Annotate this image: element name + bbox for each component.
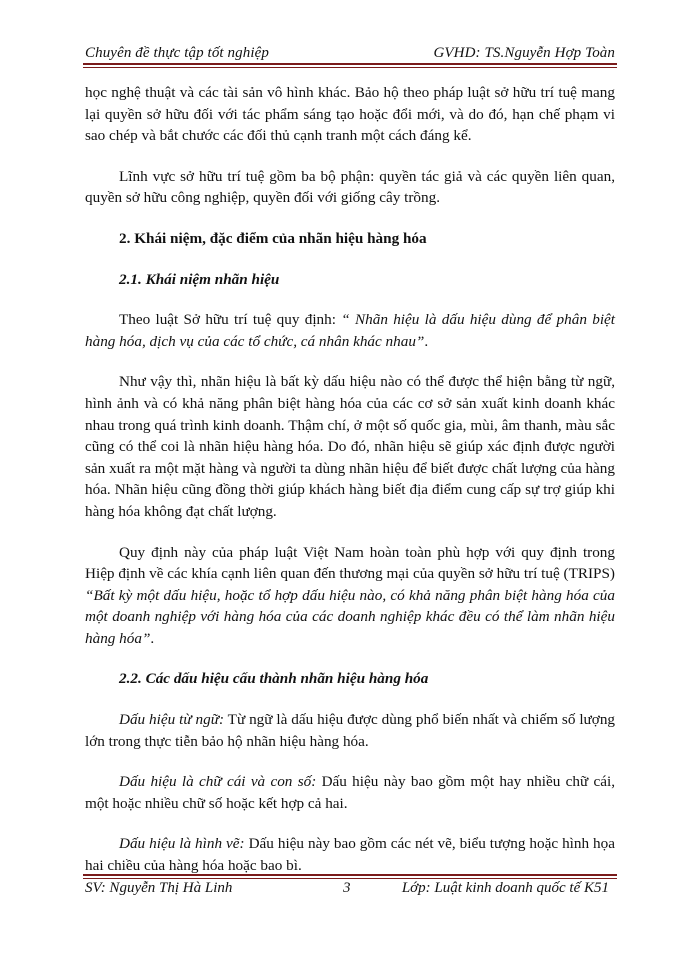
p5-lead: Quy định này của pháp luật Việt Nam hoàn toàn phù hợp với quy định trong Hiệp định về các khía cạnh liên quan đến thương mại của quyền sở hữu trí tuệ (TRIPS) — [85, 543, 615, 583]
section-heading-2: 2. Khái niệm, đặc điểm của nhãn hiệu hàng hóa — [119, 229, 427, 247]
page-body — [85, 82, 615, 896]
p3-lead: Theo luật Sở hữu trí tuệ quy định: — [119, 311, 342, 329]
p8-text: Dấu hiệu này bao gồm các nét vẽ, biểu tượng hoặc hình họa hai chiều của hàng hóa hoặc bao bì. — [85, 835, 615, 875]
paragraph-1: học nghệ thuật và các tài sản vô hình khác. Bảo hộ theo pháp luật sở hữu trí tuệ mang lại quyền sở hữu đối với tác phẩm sáng tạo hoặc đổi mới, và do đó, hạn chế phạm vi sao chép và bắt chước các đối thủ cạnh tranh một cách đáng kể. — [85, 84, 615, 145]
subsection-heading-2-1: 2.1. Khái niệm nhãn hiệu — [119, 270, 280, 288]
p6-term: Dấu hiệu từ ngữ: — [119, 711, 225, 729]
page-header — [85, 42, 615, 62]
paragraph-4: Như vậy thì, nhãn hiệu là bất kỳ dấu hiệu nào có thể được thể hiện bằng từ ngữ, hình ảnh và có khả năng phân biệt hàng hóa của các cơ sở sản xuất kinh doanh khác nhau trong quá trình kinh doanh. Thậm chí, ở một số quốc gia, mùi, âm thanh, màu sắc cũng có thể coi là nhãn hiệu hàng hóa. Do đó, nhãn hiệu sẽ giúp xác định được người sản xuất ra một mặt hàng và người ta dùng nhãn hiệu để biết được chất lượng của hàng hóa. Nhãn hiệu cũng đồng thời giúp khách hàng biết địa điểm cung cấp sự trợ giúp khi hàng hóa không đạt chất lượng. — [85, 373, 615, 520]
page-footer — [85, 880, 615, 900]
page-number: 3 — [343, 880, 351, 896]
p8-term: Dấu hiệu là hình vẽ: — [119, 835, 245, 853]
paragraph-3 — [85, 309, 615, 352]
footer-class: Lớp: Luật kinh doanh quốc tế K51 — [401, 880, 609, 896]
paragraph-8 — [85, 833, 615, 876]
p3-quote: “ Nhãn hiệu là dấu hiệu dùng để phân biệt hàng hóa, dịch vụ của các tổ chức, cá nhân khác nhau” — [85, 311, 615, 350]
header-advisor: GVHD: TS.Nguyễn Hợp Toàn — [433, 45, 615, 61]
paragraph-2: Lĩnh vực sở hữu trí tuệ gồm ba bộ phận: quyền tác giả và các quyền liên quan, quyền sở hữu công nghiệp, quyền đối với giống cây trồng. — [85, 167, 615, 207]
subsection-heading-2-2: 2.2. Các dấu hiệu cấu thành nhãn hiệu hàng hóa — [119, 670, 429, 688]
paragraph-5 — [85, 542, 615, 650]
header-title: Chuyên đề thực tập tốt nghiệp — [85, 45, 269, 61]
p6-text: Từ ngữ là dấu hiệu được dùng phổ biến nhất và chiếm số lượng lớn trong thực tiễn bảo hộ nhãn hiệu hàng hóa. — [85, 711, 616, 750]
header-divider — [83, 63, 617, 68]
paragraph-7 — [85, 771, 615, 814]
p7-term: Dấu hiệu là chữ cái và con số: — [119, 773, 317, 791]
p3-end: . — [424, 332, 429, 350]
paragraph-6 — [85, 709, 615, 752]
footer-divider — [83, 874, 617, 879]
p5-quote: “Bất kỳ một dấu hiệu, hoặc tổ hợp dấu hiệu nào, có khả năng phân biệt hàng hóa của một doanh nghiệp với hàng hóa của các doanh nghiệp khác đều có thể làm nhãn hiệu hàng hóa” — [85, 586, 615, 647]
p7-text: Dấu hiệu này bao gồm một hay nhiều chữ cái, một hoặc nhiều chữ số hoặc kết hợp cả hai. — [85, 773, 615, 812]
footer-student: SV: Nguyễn Thị Hà Linh — [85, 880, 233, 896]
p5-end: . — [150, 629, 155, 647]
